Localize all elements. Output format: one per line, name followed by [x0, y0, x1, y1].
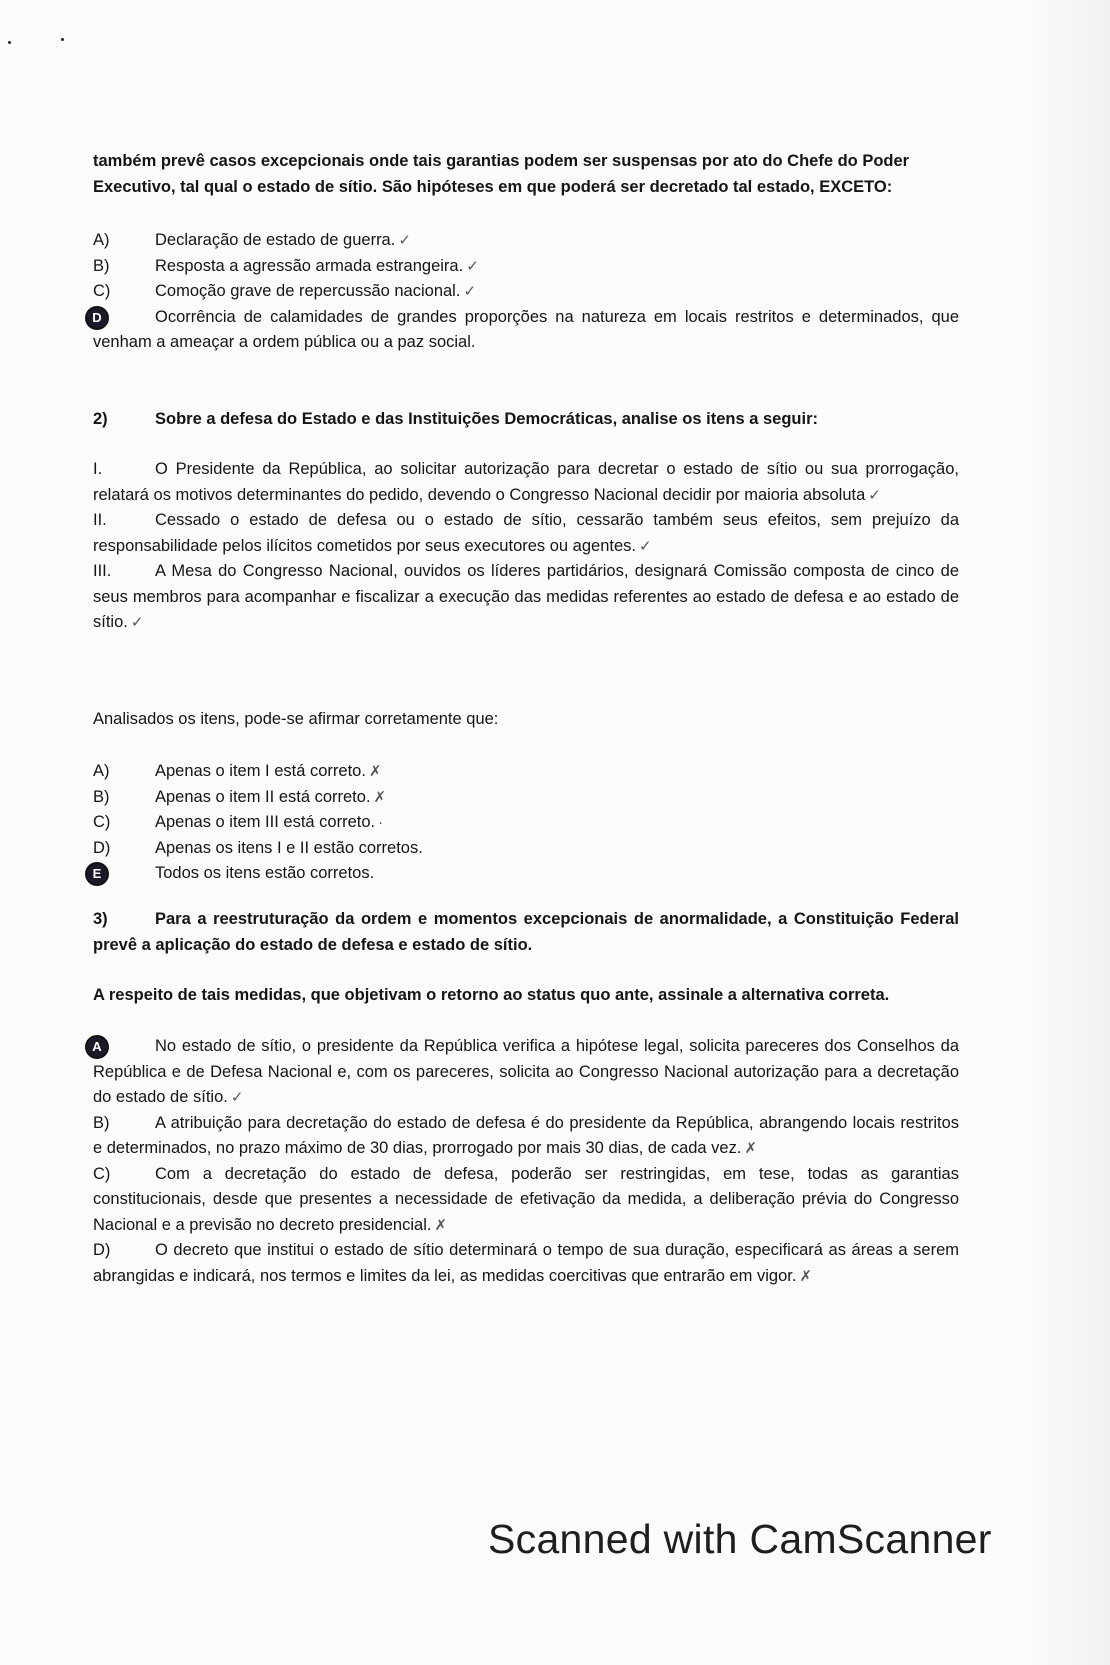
q1-option-d: [93, 305, 959, 356]
option-text: A atribuição para decretação do estado de defesa é do presidente da República, abrangendo locais restritos e determinados, no prazo máximo de 30 dias, prorrogado por mais 30 dias, de cada vez.: [93, 1113, 959, 1157]
option-text: Apenas o item II está correto.: [155, 787, 371, 806]
option-text: O decreto que institui o estado de sítio determinará o tempo de sua duração, especificará as áreas a serem abrangidas e indicará, nos termos e limites da lei, as medidas coercitivas que entrarão em vigor.: [93, 1241, 959, 1285]
option-text: Resposta a agressão armada estrangeira.: [155, 256, 464, 275]
item-text: A Mesa do Congresso Nacional, ouvidos os líderes partidários, designará Comissão composta de cinco de seus membros para acompanhar e fiscalizar a execução das medidas referentes ao estado de defesa e ao estado de sítio.: [93, 562, 959, 631]
check-mark-icon: ✓: [230, 1089, 244, 1106]
option-label: B): [93, 787, 110, 806]
x-mark-icon: ✗: [744, 1140, 758, 1157]
q2-item-i: [93, 457, 959, 508]
q1-option-c: [93, 279, 959, 305]
x-mark-icon: ✗: [799, 1267, 813, 1285]
q3-title: [93, 907, 959, 958]
option-text: No estado de sítio, o presidente da República verifica a hipótese legal, solicita pareceres dos Conselhos da República e de Defesa Nacional e, com os pareceres, solicita ao Congresso Nacional autorização para a decretação do estado de sítio.: [93, 1037, 959, 1106]
question-number: 2): [93, 410, 108, 428]
q2-title: [93, 407, 959, 433]
q2-item-iii: [93, 559, 959, 636]
check-mark-icon: ✓: [398, 232, 411, 249]
option-label: D): [93, 838, 111, 857]
q1-options: [93, 228, 959, 356]
x-mark-icon: ✗: [368, 763, 382, 780]
q1-option-b: [93, 254, 959, 280]
check-mark-icon: ✓: [463, 283, 477, 300]
check-mark-icon: ✓: [868, 486, 881, 504]
option-text: Apenas os itens I e II estão corretos.: [155, 838, 423, 857]
q1-option-a: [93, 228, 959, 254]
q2-items: [93, 457, 959, 636]
q2-options: [93, 759, 959, 887]
check-mark-icon: ✓: [639, 537, 652, 555]
q3-prompt: A respeito de tais medidas, que objetivam o retorno ao status quo ante, assinale a alternativa correta.: [93, 986, 890, 1004]
option-text: Declaração de estado de guerra.: [155, 231, 396, 249]
item-label: III.: [93, 562, 112, 580]
option-label: B): [93, 1113, 110, 1132]
q2-option-d: [93, 836, 959, 862]
option-label: A): [93, 231, 110, 249]
item-label: II.: [93, 511, 107, 529]
q2-option-a: [93, 759, 959, 785]
q3-option-b: [93, 1111, 959, 1162]
item-label: I.: [93, 460, 103, 478]
option-label: C): [93, 813, 111, 831]
question-title: Para a reestruturação da ordem e momentos excepcionais de anormalidade, a Constituição Federal prevê a aplicação do estado de defesa e estado de sítio.: [93, 910, 959, 954]
scan-speck: [61, 38, 64, 41]
option-label: D): [93, 1241, 111, 1259]
q3-option-a: [93, 1034, 959, 1111]
q2-option-b: [93, 785, 959, 811]
option-label: C): [93, 1164, 111, 1183]
option-text: Apenas o item I está correto.: [155, 762, 366, 780]
x-mark-icon: ✗: [434, 1216, 448, 1234]
q3-option-c: [93, 1162, 959, 1239]
q1-intro: também prevê casos excepcionais onde tais garantias podem ser suspensas por ato do Chefe do Poder Executivo, tal qual o estado de sítio. São hipóteses em que poderá ser decretado tal estado, EXCETO:: [93, 152, 910, 196]
x-mark-icon: ✗: [373, 788, 387, 806]
question-title: Sobre a defesa do Estado e das Instituições Democráticas, analise os itens a seguir:: [155, 410, 818, 428]
check-mark-icon: ✓: [130, 614, 144, 631]
option-text: Com a decretação do estado de defesa, poderão ser restringidas, em tese, todas as garantias constitucionais, desde que presentes a necessidade de efetivação da medida, a deliberação prévia do Congresso Nacional e a previsão no decreto presidencial.: [93, 1164, 959, 1234]
check-mark-icon: ✓: [466, 257, 479, 275]
circled-answer-icon: E: [87, 864, 107, 884]
option-label: B): [93, 256, 110, 275]
option-text: Apenas o item III está correto.: [155, 813, 376, 831]
option-text: Ocorrência de calamidades de grandes proporções na natureza em locais restritos e determinados, que venham a ameaçar a ordem pública ou a paz social.: [93, 307, 959, 351]
item-text: O Presidente da República, ao solicitar autorização para decretar o estado de sítio ou sua prorrogação, relatará os motivos determinantes do pedido, devendo o Congresso Nacional decidir por maioria absoluta: [93, 460, 959, 504]
scan-speck: [8, 41, 11, 44]
q2-prompt: Analisados os itens, pode-se afirmar corretamente que:: [93, 710, 499, 728]
q3-options: [93, 1034, 959, 1289]
q2-item-ii: [93, 508, 959, 559]
option-text: Comoção grave de repercussão nacional.: [155, 282, 461, 300]
scan-edge-shadow: [1024, 0, 1110, 1665]
q2-option-e: [93, 861, 959, 887]
camscanner-watermark: Scanned with CamScanner: [488, 1516, 992, 1562]
option-label: A): [93, 762, 110, 780]
circled-answer-icon: D: [87, 308, 107, 328]
pen-mark-icon: ·: [378, 814, 384, 831]
circled-answer-icon: A: [87, 1037, 107, 1057]
option-text: Todos os itens estão corretos.: [155, 864, 375, 882]
question-number: 3): [93, 910, 108, 928]
option-label: C): [93, 282, 111, 300]
item-text: Cessado o estado de defesa ou o estado de sítio, cessarão também seus efeitos, sem prejuízo da responsabilidade pelos ilícitos cometidos por seus executores ou agentes.: [93, 511, 959, 555]
q3-option-d: [93, 1238, 959, 1289]
q2-option-c: [93, 810, 959, 836]
